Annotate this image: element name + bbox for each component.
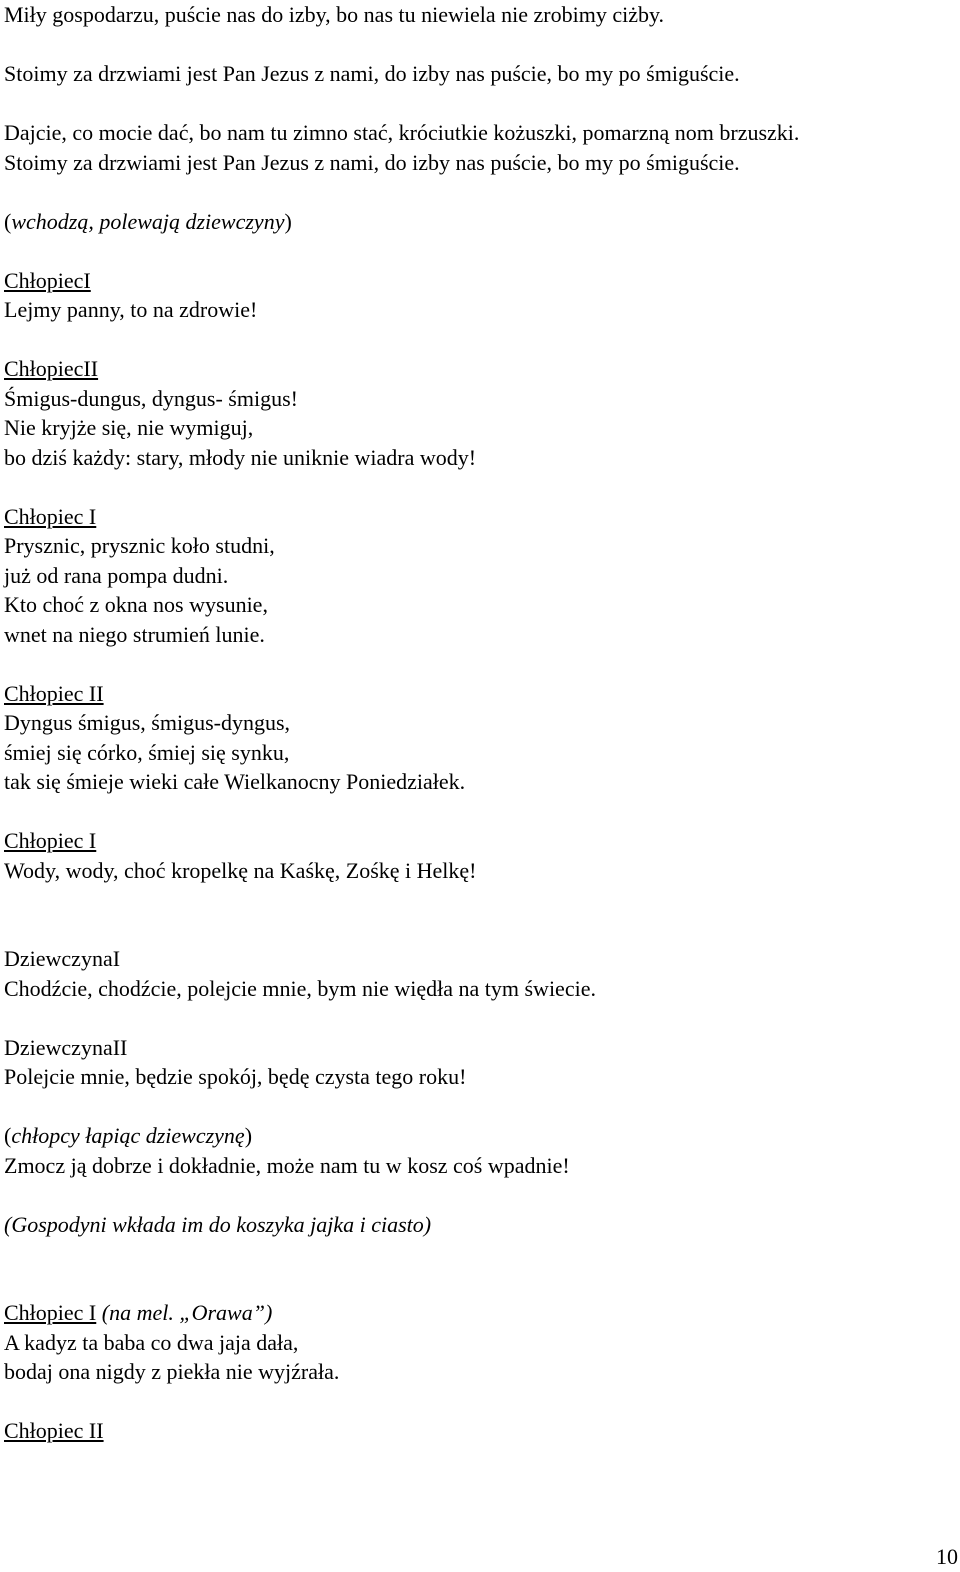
spacer xyxy=(4,797,944,827)
spacer xyxy=(4,649,944,679)
spacer xyxy=(4,1239,944,1298)
verse-line: Miły gospodarzu, puście nas do izby, bo nas tu niewiela nie zrobimy ciżby. xyxy=(4,2,665,27)
speaker-label: DziewczynaI xyxy=(4,946,121,971)
stage-direction: (Gospodyni wkłada im do koszyka jajka i ciasto) xyxy=(4,1211,432,1237)
stage-direction-text: chłopcy łapiąc dziewczynę xyxy=(11,1123,245,1148)
spacer xyxy=(4,236,944,266)
verse-line: Wody, wody, choć kropelkę na Kaśkę, Zośkę i Helkę! xyxy=(4,857,477,883)
verse-line: Nie kryjże się, nie wymiguj, xyxy=(4,415,254,440)
speaker-label: ChłopiecII xyxy=(4,356,99,381)
verse-line: wnet na niego strumień lunie. xyxy=(4,621,265,647)
verse-line: Prysznic, prysznic koło studni, xyxy=(4,533,275,558)
verse-line: Kto choć z okna nos wysunie, xyxy=(4,592,268,617)
speaker-label: ChłopiecI xyxy=(4,267,91,293)
spacer xyxy=(4,30,944,60)
speaker-label: Chłopiec II xyxy=(4,1418,104,1443)
spacer xyxy=(4,885,944,944)
verse-line: bo dziś każdy: stary, młody nie uniknie wiadra wody! xyxy=(4,444,477,470)
page-number: 10 xyxy=(936,1544,958,1569)
stage-direction-text: wchodzą, polewają dziewczyny xyxy=(11,208,285,234)
verse-line: A kadyz ta baba co dwa jaja dała, xyxy=(4,1329,299,1355)
spacer xyxy=(4,89,944,119)
spacer xyxy=(4,472,944,502)
verse-line: Dyngus śmigus, śmigus-dyngus, xyxy=(4,710,291,735)
speaker-label: Chłopiec I xyxy=(4,828,97,853)
verse-line: Stoimy za drzwiami jest Pan Jezus z nami, do izby nas puście, bo my po śmiguście. xyxy=(4,149,740,175)
verse-line: Chodźcie, chodźcie, polejcie mnie, bym nie więdła na tym świecie. xyxy=(4,975,596,1001)
verse-line: Zmocz ją dobrze i dokładnie, może nam tu w kosz coś wpadnie! xyxy=(4,1152,570,1178)
speaker-line xyxy=(4,1298,944,1328)
verse-line: Stoimy za drzwiami jest Pan Jezus z nami, do izby nas puście, bo my po śmiguście. xyxy=(4,61,740,86)
spacer xyxy=(4,325,944,355)
speaker-label: Chłopiec I xyxy=(4,503,97,529)
speaker-label: Chłopiec II xyxy=(4,680,104,706)
stage-direction xyxy=(4,1121,944,1151)
spacer xyxy=(4,1092,944,1122)
spacer xyxy=(4,1003,944,1033)
speaker-label: DziewczynaII xyxy=(4,1034,128,1060)
verse-line: już od rana pompa dudni. xyxy=(4,562,229,588)
verse-line: Polejcie mnie, będzie spokój, będę czysta tego roku! xyxy=(4,1064,467,1089)
paren-close: ) xyxy=(284,208,292,234)
melody-note: (na mel. „Orawa”) xyxy=(96,1300,273,1325)
spacer xyxy=(4,1180,944,1210)
verse-line: śmiej się córko, śmiej się synku, xyxy=(4,739,290,765)
stage-direction xyxy=(4,207,944,237)
spacer xyxy=(4,177,944,207)
speaker-label: Chłopiec I xyxy=(4,1300,97,1325)
verse-line: Śmigus-dungus, dyngus- śmigus! xyxy=(4,385,298,411)
verse-line: Lejmy panny, to na zdrowie! xyxy=(4,297,258,322)
document-body xyxy=(4,0,944,1446)
spacer xyxy=(4,1387,944,1417)
verse-line: bodaj ona nigdy z piekła nie wyjźrała. xyxy=(4,1359,340,1384)
verse-line: tak się śmieje wieki całe Wielkanocny Poniedziałek. xyxy=(4,769,466,794)
paren-open: ( xyxy=(4,1123,12,1148)
paren-open: ( xyxy=(4,208,12,234)
verse-line: Dajcie, co mocie dać, bo nam tu zimno stać, króciutkie kożuszki, pomarzną nom brzuszki. xyxy=(4,120,800,145)
paren-close: ) xyxy=(244,1123,253,1148)
